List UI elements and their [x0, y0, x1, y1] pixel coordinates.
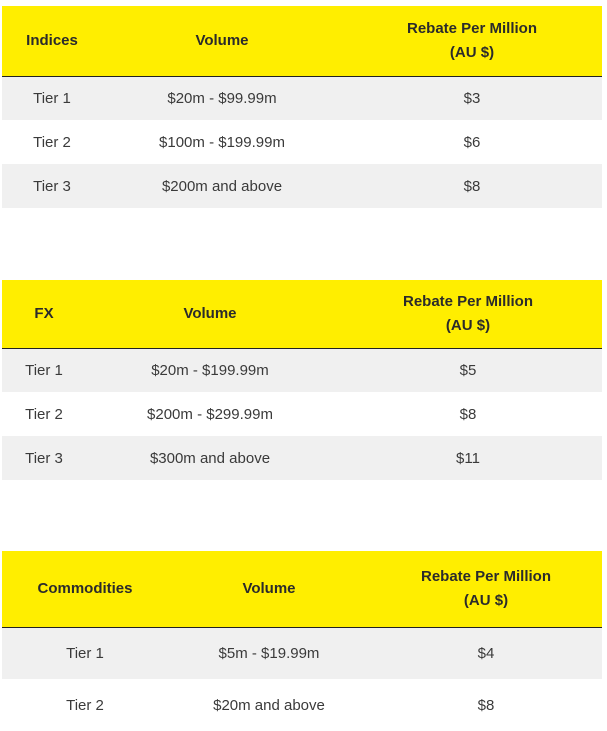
rebate-header: [370, 551, 602, 627]
volume-cell: $20m - $199.99m: [86, 348, 334, 392]
table-row: [2, 348, 602, 392]
rebate-cell: $8: [370, 679, 602, 731]
tier-cell: Tier 2: [2, 120, 102, 164]
table-header-row: [2, 551, 602, 627]
rebate-header-unit: (AU $): [445, 316, 491, 334]
table-row: [2, 120, 602, 164]
tier-cell: Tier 3: [2, 436, 86, 480]
fx-rebate-table: [2, 280, 602, 480]
rebate-header: [342, 6, 602, 76]
rebate-cell: $3: [342, 76, 602, 120]
volume-header: Volume: [102, 6, 342, 76]
volume-cell: $20m and above: [168, 679, 370, 731]
rebate-cell: $6: [342, 120, 602, 164]
table-row: [2, 436, 602, 480]
table-row: [2, 392, 602, 436]
tier-cell: Tier 1: [2, 627, 168, 679]
rebate-header-title: Rebate Per Million: [406, 19, 538, 37]
indices-rebate-table: [2, 6, 602, 208]
rebate-header-unit: (AU $): [449, 43, 495, 61]
rebate-cell: $4: [370, 627, 602, 679]
volume-cell: $5m - $19.99m: [168, 627, 370, 679]
volume-cell: $200m and above: [102, 164, 342, 208]
rebate-header-title: Rebate Per Million: [420, 567, 552, 585]
rebate-header: [334, 280, 602, 348]
volume-header: Volume: [86, 280, 334, 348]
rebate-header-unit: (AU $): [463, 591, 509, 609]
volume-cell: $20m - $99.99m: [102, 76, 342, 120]
rebate-cell: $8: [342, 164, 602, 208]
table-row: [2, 679, 602, 731]
tier-cell: Tier 1: [2, 348, 86, 392]
table-header-row: [2, 280, 602, 348]
volume-cell: $100m - $199.99m: [102, 120, 342, 164]
table-row: [2, 164, 602, 208]
category-header: Commodities: [2, 551, 168, 627]
commodities-rebate-table: [2, 551, 602, 731]
table-header-row: [2, 6, 602, 76]
volume-header: Volume: [168, 551, 370, 627]
rebate-cell: $5: [334, 348, 602, 392]
volume-cell: $200m - $299.99m: [86, 392, 334, 436]
rebate-cell: $8: [334, 392, 602, 436]
table-row: [2, 76, 602, 120]
category-header: Indices: [2, 6, 102, 76]
tier-cell: Tier 1: [2, 76, 102, 120]
table-row: [2, 627, 602, 679]
rebate-cell: $11: [334, 436, 602, 480]
rebate-header-title: Rebate Per Million: [402, 292, 534, 310]
tier-cell: Tier 3: [2, 164, 102, 208]
tier-cell: Tier 2: [2, 392, 86, 436]
volume-cell: $300m and above: [86, 436, 334, 480]
category-header: FX: [2, 280, 86, 348]
tier-cell: Tier 2: [2, 679, 168, 731]
